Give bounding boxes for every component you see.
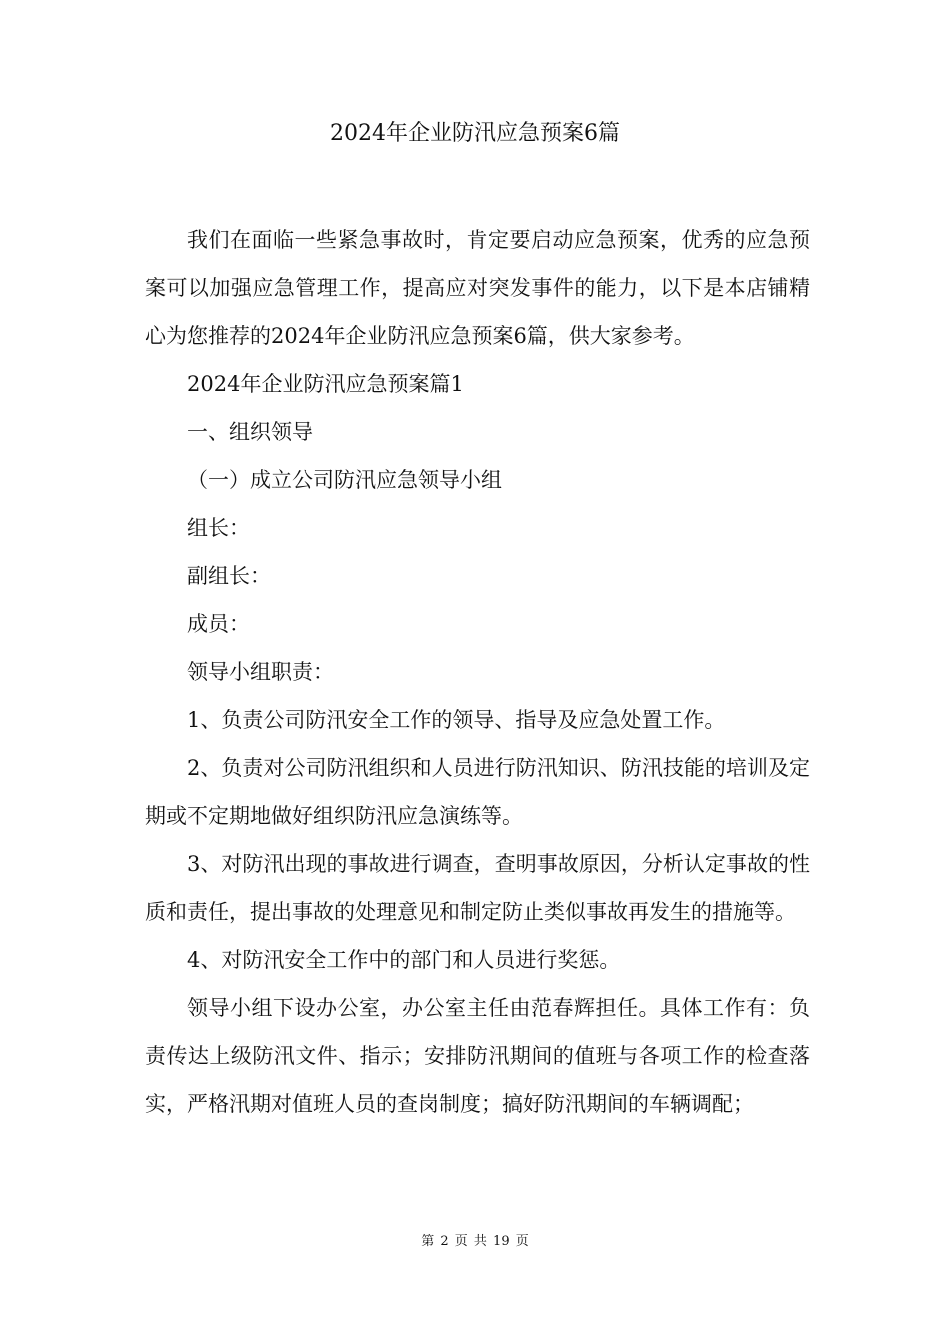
- document-title: 2024年企业防汛应急预案6篇: [330, 121, 620, 146]
- document-body: [145, 216, 810, 1128]
- page-footer: 第 2 页 共 19 页: [421, 1234, 529, 1249]
- role-line: 组长：: [187, 516, 250, 540]
- duty-item: 4、对防汛安全工作中的部门和人员进行奖惩。: [187, 948, 621, 972]
- duty-item: 3、对防汛出现的事故进行调查，查明事故原因，分析认定事故的性质和责任，提出事故的处理意见和制定防止类似事故再发生的措施等。: [145, 852, 810, 924]
- duty-item: 2、负责对公司防汛组织和人员进行防汛知识、防汛技能的培训及定期或不定期地做好组织防汛应急演练等。: [145, 756, 810, 828]
- role-line: 成员：: [187, 612, 250, 636]
- section-heading: 2024年企业防汛应急预案篇1: [187, 372, 464, 396]
- intro-paragraph: 我们在面临一些紧急事故时，肯定要启动应急预案，优秀的应急预案可以加强应急管理工作，提高应对突发事件的能力，以下是本店铺精心为您推荐的2024年企业防汛应急预案6篇，供大家参考。: [145, 228, 810, 348]
- duty-item: 1、负责公司防汛安全工作的领导、指导及应急处置工作。: [187, 708, 726, 732]
- subsection-heading: （一）成立公司防汛应急领导小组: [187, 468, 502, 492]
- subsection-heading: 一、组织领导: [187, 420, 313, 444]
- duties-heading: 领导小组职责：: [187, 660, 334, 684]
- office-paragraph: 领导小组下设办公室，办公室主任由范春辉担任。具体工作有：负责传达上级防汛文件、指示；安排防汛期间的值班与各项工作的检查落实，严格汛期对值班人员的查岗制度；搞好防汛期间的车辆调配；: [145, 996, 810, 1116]
- role-line: 副组长：: [187, 564, 271, 588]
